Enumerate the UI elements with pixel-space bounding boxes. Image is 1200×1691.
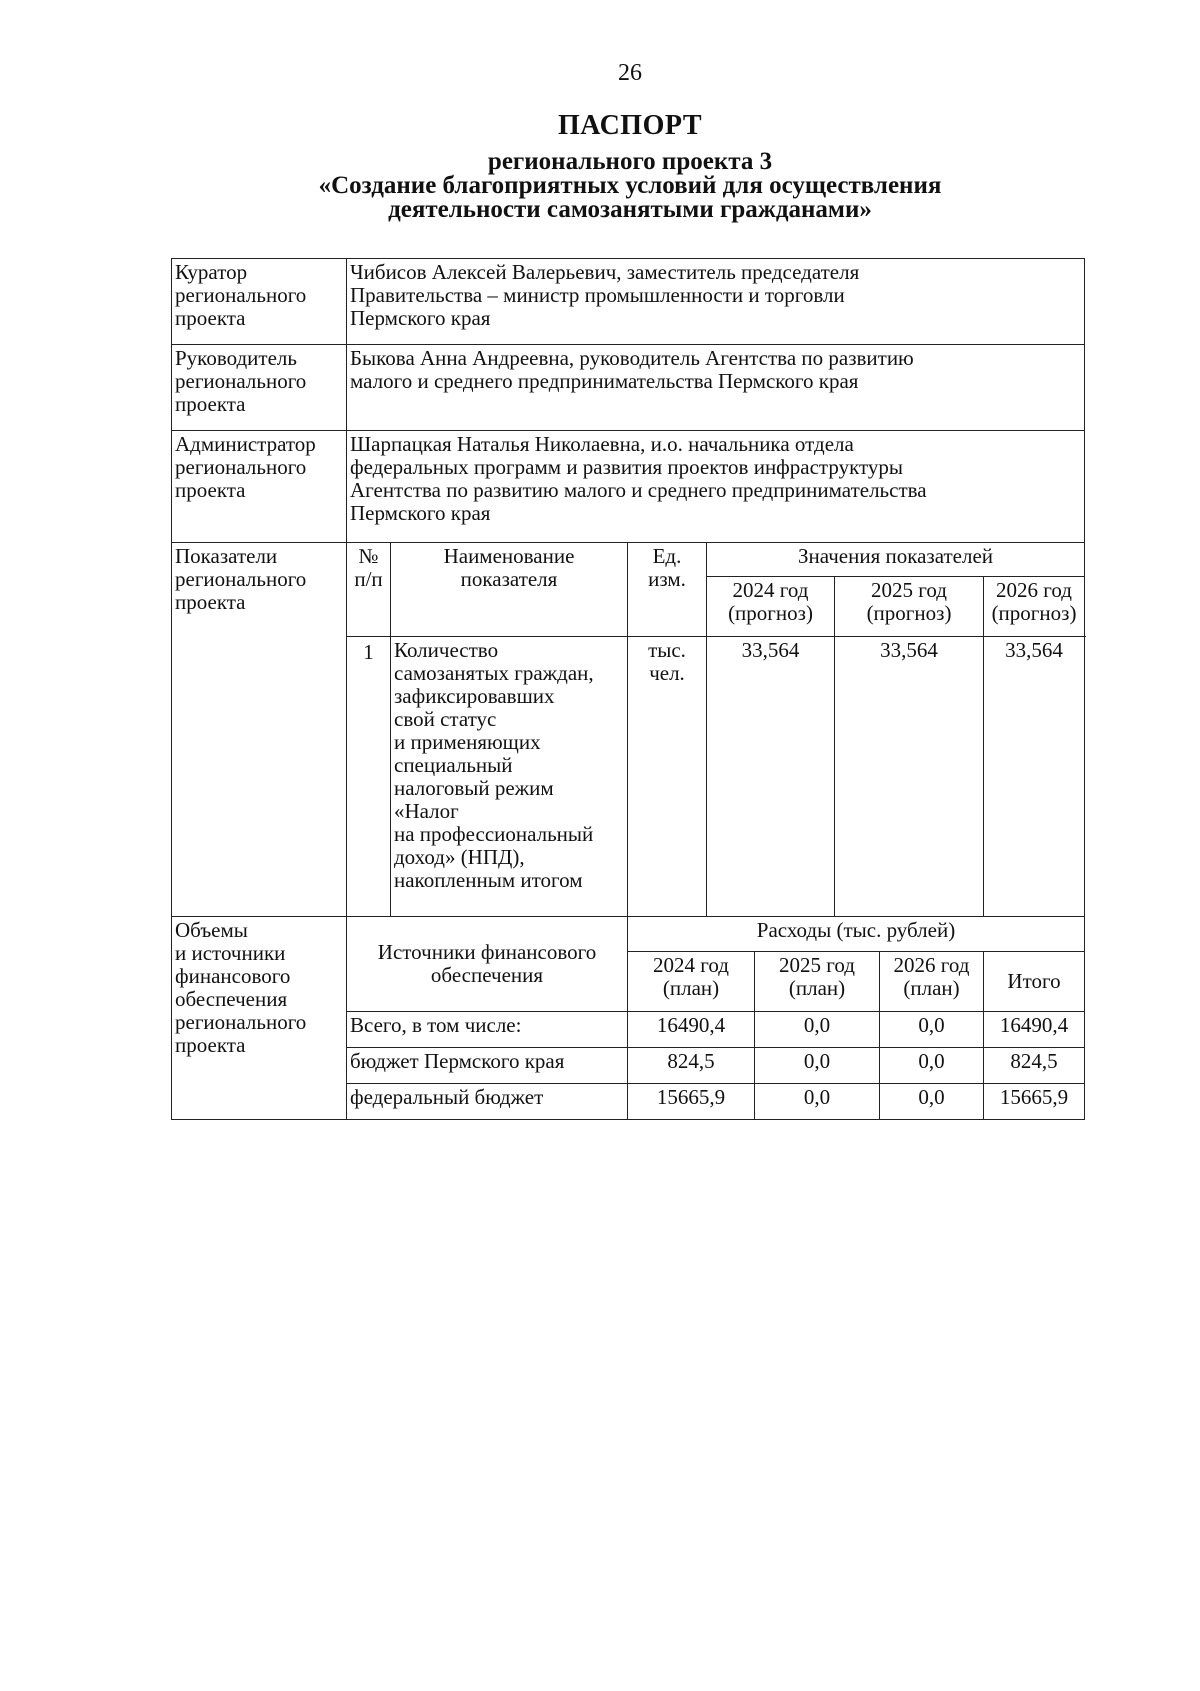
page-number: 26 bbox=[618, 60, 642, 86]
curator-row bbox=[172, 259, 1085, 345]
funding-source: Всего, в том числе: bbox=[347, 1012, 628, 1048]
curator-label: Куратор регионального проекта bbox=[172, 259, 347, 345]
administrator-value: Шарпацкая Наталья Николаевна, и.о. начальника отдела федеральных программ и развития проектов инфраструктуры Агентства по развитию малого и среднего предпринимательства Пермского края bbox=[347, 431, 1085, 543]
curator-value: Чибисов Алексей Валерьевич, заместитель председателя Правительства – министр промышленности и торговли Пермского края bbox=[347, 259, 1085, 345]
funding-col-sources: Источники финансового обеспечения bbox=[347, 917, 628, 1012]
administrator-label: Администратор регионального проекта bbox=[172, 431, 347, 543]
funding-value-2026: 0,0 bbox=[880, 1048, 984, 1084]
funding-value-2025: 0,0 bbox=[755, 1084, 880, 1120]
indicators-col-num: № п/п bbox=[347, 543, 391, 637]
funding-year-2025: 2025 год (план) bbox=[755, 952, 880, 1012]
subtitle-line: деятельности самозанятыми гражданами» bbox=[388, 196, 872, 223]
funding-total: 824,5 bbox=[984, 1048, 1085, 1084]
indicator-name: Количество самозанятых граждан, зафиксировавших свой статус и применяющих специальный налоговый режим «Налог на профессиональный доход» (НПД), накопленным итогом bbox=[391, 637, 628, 917]
indicators-header-row bbox=[172, 543, 1085, 577]
funding-total: 15665,9 bbox=[984, 1084, 1085, 1120]
indicator-num: 1 bbox=[347, 637, 391, 917]
indicator-year-2024: 2024 год (прогноз) bbox=[707, 577, 835, 637]
funding-source: федеральный бюджет bbox=[347, 1084, 628, 1120]
funding-value-2025: 0,0 bbox=[755, 1012, 880, 1048]
funding-value-2025: 0,0 bbox=[755, 1048, 880, 1084]
administrator-row bbox=[172, 431, 1085, 543]
indicator-year-2026: 2026 год (прогноз) bbox=[984, 577, 1085, 637]
indicator-year-2025: 2025 год (прогноз) bbox=[835, 577, 984, 637]
head-value: Быкова Анна Андреевна, руководитель Агентства по развитию малого и среднего предпринимательства Пермского края bbox=[347, 345, 1085, 431]
subtitle-line: «Создание благоприятных условий для осуществления bbox=[318, 172, 942, 199]
funding-value-2024: 15665,9 bbox=[628, 1084, 755, 1120]
funding-col-total: Итого bbox=[984, 952, 1085, 1012]
indicators-col-name: Наименование показателя bbox=[391, 543, 628, 637]
head-row bbox=[172, 345, 1085, 431]
funding-value-2026: 0,0 bbox=[880, 1012, 984, 1048]
indicators-col-unit: Ед. изм. bbox=[628, 543, 707, 637]
funding-header-row bbox=[172, 917, 1085, 952]
indicator-unit: тыс. чел. bbox=[628, 637, 707, 917]
indicators-col-values: Значения показателей bbox=[707, 543, 1085, 577]
funding-label: Объемы и источники финансового обеспечения регионального проекта bbox=[172, 917, 347, 1120]
funding-value-2024: 16490,4 bbox=[628, 1012, 755, 1048]
funding-year-2026: 2026 год (план) bbox=[880, 952, 984, 1012]
document-title: ПАСПОРТ bbox=[557, 110, 702, 141]
funding-total: 16490,4 bbox=[984, 1012, 1085, 1048]
funding-value-2024: 824,5 bbox=[628, 1048, 755, 1084]
subtitle-line: регионального проекта 3 bbox=[487, 148, 773, 175]
funding-col-expenses: Расходы (тыс. рублей) bbox=[628, 917, 1085, 952]
indicators-label: Показатели регионального проекта bbox=[172, 543, 347, 917]
funding-year-2024: 2024 год (план) bbox=[628, 952, 755, 1012]
passport-table bbox=[171, 258, 1085, 1120]
indicator-value-2024: 33,564 bbox=[707, 637, 835, 917]
head-label: Руководитель регионального проекта bbox=[172, 345, 347, 431]
funding-source: бюджет Пермского края bbox=[347, 1048, 628, 1084]
document-subtitle bbox=[0, 150, 1200, 222]
funding-value-2026: 0,0 bbox=[880, 1084, 984, 1120]
indicator-value-2026: 33,564 bbox=[984, 637, 1085, 917]
indicator-value-2025: 33,564 bbox=[835, 637, 984, 917]
